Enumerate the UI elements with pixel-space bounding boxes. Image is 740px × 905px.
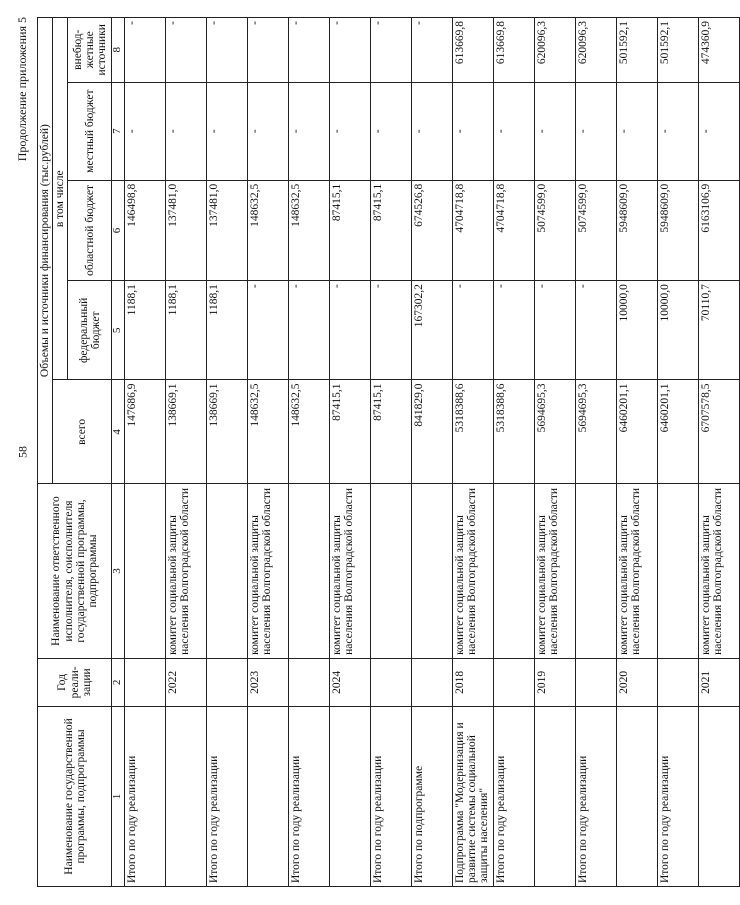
cell-fed: 70110,7 [699,281,740,380]
cell-ext: - [207,18,248,83]
table-row [248,18,289,887]
header-local: местный бюджет [68,82,112,180]
cell-reg: 148632,5 [248,180,289,280]
table-row [125,18,166,887]
cell-ext: 474360,9 [699,18,740,83]
cell-loc: - [166,82,207,180]
cell-loc: - [535,82,576,180]
cell-fed: 1188,1 [125,281,166,380]
table-row [330,18,371,887]
cell-ext: - [166,18,207,83]
rotated-page [15,17,725,887]
cell-fed: - [453,281,494,380]
cell-exec: комитет социальной защиты населения Волгоградской области [453,484,494,659]
cell-year: 2018 [453,658,494,706]
cell-name: Итого по году реализации [658,706,699,886]
cell-loc: - [125,82,166,180]
cell-ext: 501592,1 [617,18,658,83]
table-row [289,18,330,887]
cell-fed: 167302,2 [412,281,453,380]
header-year: Год реали- зации [38,658,112,706]
cell-total: 87415,1 [371,380,412,484]
cell-reg: 148632,5 [289,180,330,280]
cell-year [125,658,166,706]
cell-fed: - [330,281,371,380]
cell-exec: комитет социальной защиты населения Волгоградской области [248,484,289,659]
cell-total: 148632,5 [248,380,289,484]
table-row [617,18,658,887]
cell-fed: 1188,1 [207,281,248,380]
cell-year: 2023 [248,658,289,706]
header-name: Наименование государственной программы, подпрограммы [38,706,112,886]
cell-loc: - [248,82,289,180]
cell-loc: - [617,82,658,180]
cell-name [166,706,207,886]
cell-loc: - [699,82,740,180]
cell-loc: - [453,82,494,180]
cell-year: 2019 [535,658,576,706]
cell-year: 2020 [617,658,658,706]
cell-ext: 501592,1 [658,18,699,83]
cell-fed: - [494,281,535,380]
col-number: 8 [112,18,125,83]
cell-ext: 613669,8 [494,18,535,83]
cell-total: 5318388,6 [494,380,535,484]
cell-reg: 146498,8 [125,180,166,280]
table-row [412,18,453,887]
cell-year [658,658,699,706]
table-row [658,18,699,887]
table-row [699,18,740,887]
cell-total: 147686,9 [125,380,166,484]
cell-fed: - [248,281,289,380]
cell-ext: - [125,18,166,83]
header-volumes: Объемы и источники финансирования (тыс.рублей) [38,18,53,484]
header-in-that: в том числе [53,18,68,381]
header-federal: федеральный бюджет [68,281,112,380]
cell-reg: 5074599,0 [535,180,576,280]
table-body [125,18,740,887]
cell-exec [371,484,412,659]
cell-name [699,706,740,886]
cell-name [617,706,658,886]
column-number-row [112,18,125,887]
cell-reg: 674526,8 [412,180,453,280]
table-row [453,18,494,887]
cell-name: Итого по подпрограмме [412,706,453,886]
header-regional: областной бюджет [68,180,112,280]
cell-ext: 620096,3 [576,18,617,83]
cell-year [494,658,535,706]
cell-name: Подпрограмма "Модернизация и развитие системы социальной защиты населения" [453,706,494,886]
cell-ext: - [412,18,453,83]
cell-name [330,706,371,886]
cell-name: Итого по году реализации [289,706,330,886]
cell-reg: 4704718,8 [494,180,535,280]
cell-reg: 137481,0 [166,180,207,280]
col-number: 4 [112,380,125,484]
cell-exec: комитет социальной защиты населения Волгоградской области [699,484,740,659]
col-number: 2 [112,658,125,706]
cell-fed: - [535,281,576,380]
cell-exec: комитет социальной защиты населения Волгоградской области [166,484,207,659]
cell-total: 6460201,1 [658,380,699,484]
cell-ext: - [371,18,412,83]
cell-year [576,658,617,706]
col-number: 7 [112,82,125,180]
cell-name: Итого по году реализации [207,706,248,886]
cell-exec [207,484,248,659]
cell-exec [494,484,535,659]
cell-reg: 5074599,0 [576,180,617,280]
header-extra: внебюд- жетные источники [68,18,112,83]
cell-total: 148632,5 [289,380,330,484]
cell-fed: - [576,281,617,380]
cell-ext: - [248,18,289,83]
cell-exec: комитет социальной защиты населения Волгоградской области [617,484,658,659]
cell-loc: - [576,82,617,180]
cell-reg: 87415,1 [330,180,371,280]
cell-loc: - [494,82,535,180]
cell-fed: - [289,281,330,380]
table-row [166,18,207,887]
cell-reg: 5948609,0 [658,180,699,280]
cell-loc: - [207,82,248,180]
cell-exec [576,484,617,659]
cell-year [412,658,453,706]
table-row [494,18,535,887]
cell-name: Итого по году реализации [125,706,166,886]
cell-exec [658,484,699,659]
cell-name: Итого по году реализации [371,706,412,886]
cell-exec [125,484,166,659]
table-row [371,18,412,887]
cell-fed: 10000,0 [658,281,699,380]
page-number: 58 [15,446,30,458]
col-number: 5 [112,281,125,380]
cell-fed: - [371,281,412,380]
cell-name [535,706,576,886]
cell-total: 6460201,1 [617,380,658,484]
appendix-caption: Продолжение приложения 5 [15,17,29,162]
cell-year: 2021 [699,658,740,706]
col-number: 1 [112,706,125,886]
cell-fed: 10000,0 [617,281,658,380]
cell-total: 5694695,3 [576,380,617,484]
cell-loc: - [330,82,371,180]
cell-year [289,658,330,706]
cell-loc: - [289,82,330,180]
cell-ext: - [289,18,330,83]
cell-total: 841829,0 [412,380,453,484]
cell-exec: комитет социальной защиты населения Волгоградской области [535,484,576,659]
cell-loc: - [371,82,412,180]
cell-name: Итого по году реализации [576,706,617,886]
cell-total: 138669,1 [166,380,207,484]
cell-loc: - [658,82,699,180]
cell-total: 87415,1 [330,380,371,484]
cell-reg: 4704718,8 [453,180,494,280]
cell-ext: 620096,3 [535,18,576,83]
cell-ext: 613669,8 [453,18,494,83]
cell-exec: комитет социальной защиты населения Волгоградской области [330,484,371,659]
cell-ext: - [330,18,371,83]
cell-loc: - [412,82,453,180]
financing-table [37,17,740,887]
cell-reg: 5948609,0 [617,180,658,280]
header-total: всего [53,380,112,484]
table-row [207,18,248,887]
cell-year: 2024 [330,658,371,706]
header-executor: Наименование ответственного исполнителя, соисполнителя государственной программы, подпрограммы [38,484,112,659]
cell-name [248,706,289,886]
table-row [576,18,617,887]
cell-exec [412,484,453,659]
cell-fed: 1188,1 [166,281,207,380]
cell-total: 5694695,3 [535,380,576,484]
cell-year [371,658,412,706]
col-number: 3 [112,484,125,659]
cell-year [207,658,248,706]
cell-reg: 87415,1 [371,180,412,280]
cell-reg: 6163106,9 [699,180,740,280]
table-row [535,18,576,887]
cell-total: 138669,1 [207,380,248,484]
cell-total: 5318388,6 [453,380,494,484]
col-number: 6 [112,180,125,280]
cell-exec [289,484,330,659]
cell-total: 6707578,5 [699,380,740,484]
cell-name: Итого по году реализации [494,706,535,886]
cell-reg: 137481,0 [207,180,248,280]
cell-year: 2022 [166,658,207,706]
